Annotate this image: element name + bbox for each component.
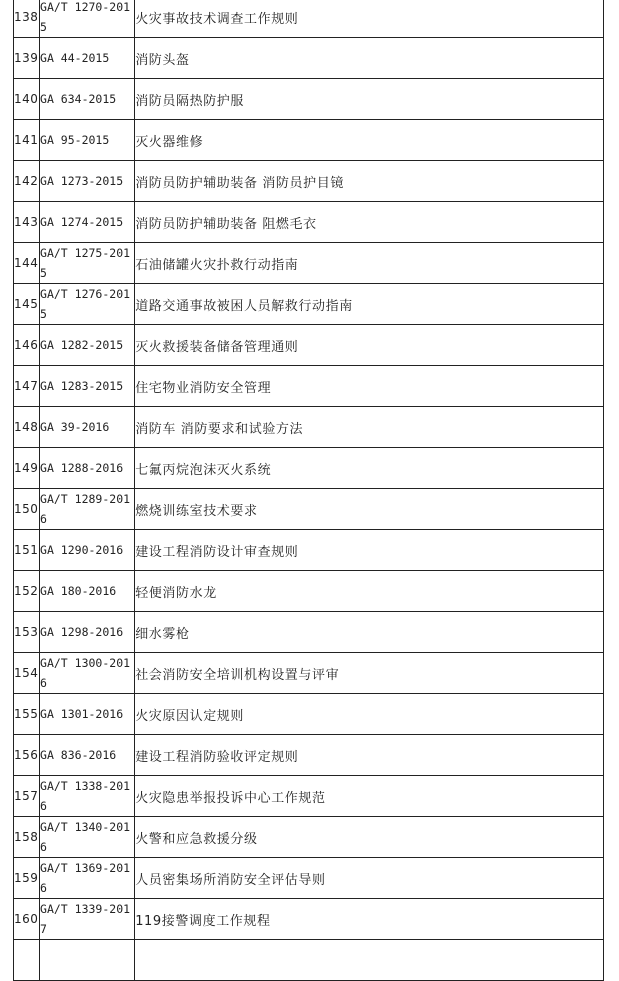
standard-name-cell: 火灾隐患举报投诉中心工作规范	[135, 776, 604, 817]
row-number-cell: 152	[14, 571, 40, 612]
standard-code-cell: GA 1290-2016	[40, 530, 135, 571]
table-row	[14, 284, 604, 325]
table-row	[14, 38, 604, 79]
row-number-cell: 140	[14, 79, 40, 120]
standard-code-cell: GA 1282-2015	[40, 325, 135, 366]
standard-code-cell: GA 634-2015	[40, 79, 135, 120]
row-number-cell: 153	[14, 612, 40, 653]
row-number-cell: 158	[14, 817, 40, 858]
standard-code-cell: GA 1273-2015	[40, 161, 135, 202]
row-number-cell: 150	[14, 489, 40, 530]
table-row	[14, 653, 604, 694]
standard-code-cell: GA 180-2016	[40, 571, 135, 612]
standard-code-cell: GA 44-2015	[40, 38, 135, 79]
table-row	[14, 817, 604, 858]
standard-code-cell: GA/T 1270-2015	[40, 0, 135, 38]
standard-name-cell: 灭火救援装备储备管理通则	[135, 325, 604, 366]
standard-code-cell: GA 1298-2016	[40, 612, 135, 653]
row-number-cell: 143	[14, 202, 40, 243]
standard-code-cell: GA 1288-2016	[40, 448, 135, 489]
empty-cell	[135, 940, 604, 981]
standard-name-cell: 消防员防护辅助装备 消防员护目镜	[135, 161, 604, 202]
row-number-cell: 145	[14, 284, 40, 325]
standard-name-cell: 灭火器维修	[135, 120, 604, 161]
row-number-cell: 159	[14, 858, 40, 899]
table-body	[14, 0, 604, 981]
standard-name-cell: 建设工程消防设计审查规则	[135, 530, 604, 571]
standard-name-cell: 道路交通事故被困人员解救行动指南	[135, 284, 604, 325]
empty-cell	[40, 940, 135, 981]
row-number-cell: 156	[14, 735, 40, 776]
row-number-cell: 151	[14, 530, 40, 571]
standard-name-cell: 燃烧训练室技术要求	[135, 489, 604, 530]
table-row	[14, 202, 604, 243]
table-row	[14, 735, 604, 776]
row-number-cell: 144	[14, 243, 40, 284]
table-row	[14, 325, 604, 366]
standard-name-cell: 建设工程消防验收评定规则	[135, 735, 604, 776]
table-row	[14, 571, 604, 612]
table-row-partial	[14, 940, 604, 981]
row-number-cell: 139	[14, 38, 40, 79]
standard-name-cell: 消防员隔热防护服	[135, 79, 604, 120]
standard-code-cell: GA/T 1369-2016	[40, 858, 135, 899]
standard-code-cell: GA/T 1339-2017	[40, 899, 135, 940]
row-number-cell: 146	[14, 325, 40, 366]
standard-name-cell: 住宅物业消防安全管理	[135, 366, 604, 407]
table-row	[14, 243, 604, 284]
row-number-cell: 154	[14, 653, 40, 694]
row-number-cell: 155	[14, 694, 40, 735]
row-number-cell: 142	[14, 161, 40, 202]
standard-name-cell: 火警和应急救援分级	[135, 817, 604, 858]
standard-code-cell: GA/T 1340-2016	[40, 817, 135, 858]
standard-code-cell: GA 1301-2016	[40, 694, 135, 735]
standard-code-cell: GA 1274-2015	[40, 202, 135, 243]
row-number-cell: 149	[14, 448, 40, 489]
row-number-cell: 141	[14, 120, 40, 161]
empty-cell	[14, 940, 40, 981]
standard-name-cell: 轻便消防水龙	[135, 571, 604, 612]
standard-name-cell: 火灾事故技术调查工作规则	[135, 0, 604, 38]
table-row	[14, 407, 604, 448]
standard-code-cell: GA 39-2016	[40, 407, 135, 448]
table-row	[14, 530, 604, 571]
standard-name-cell: 消防员防护辅助装备 阻燃毛衣	[135, 202, 604, 243]
row-number-cell: 148	[14, 407, 40, 448]
table-row	[14, 161, 604, 202]
table-row	[14, 694, 604, 735]
standard-name-cell: 119接警调度工作规程	[135, 899, 604, 940]
standard-code-cell: GA 95-2015	[40, 120, 135, 161]
standard-code-cell: GA/T 1338-2016	[40, 776, 135, 817]
standard-name-cell: 细水雾枪	[135, 612, 604, 653]
table-row	[14, 612, 604, 653]
table-row	[14, 448, 604, 489]
standard-name-cell: 社会消防安全培训机构设置与评审	[135, 653, 604, 694]
table-row	[14, 899, 604, 940]
standard-code-cell: GA 1283-2015	[40, 366, 135, 407]
table-row	[14, 858, 604, 899]
row-number-cell: 157	[14, 776, 40, 817]
table-row	[14, 776, 604, 817]
standard-name-cell: 人员密集场所消防安全评估导则	[135, 858, 604, 899]
table-row	[14, 0, 604, 38]
table-row	[14, 489, 604, 530]
standard-name-cell: 七氟丙烷泡沫灭火系统	[135, 448, 604, 489]
standard-name-cell: 消防头盔	[135, 38, 604, 79]
standard-name-cell: 石油储罐火灾扑救行动指南	[135, 243, 604, 284]
standard-code-cell: GA/T 1300-2016	[40, 653, 135, 694]
standard-code-cell: GA/T 1276-2015	[40, 284, 135, 325]
table-row	[14, 366, 604, 407]
standard-code-cell: GA/T 1275-2015	[40, 243, 135, 284]
row-number-cell: 160	[14, 899, 40, 940]
row-number-cell: 138	[14, 0, 40, 38]
table-row	[14, 79, 604, 120]
standards-table	[13, 0, 604, 981]
standard-code-cell: GA/T 1289-2016	[40, 489, 135, 530]
table-row	[14, 120, 604, 161]
standard-code-cell: GA 836-2016	[40, 735, 135, 776]
standard-name-cell: 火灾原因认定规则	[135, 694, 604, 735]
standard-name-cell: 消防车 消防要求和试验方法	[135, 407, 604, 448]
row-number-cell: 147	[14, 366, 40, 407]
